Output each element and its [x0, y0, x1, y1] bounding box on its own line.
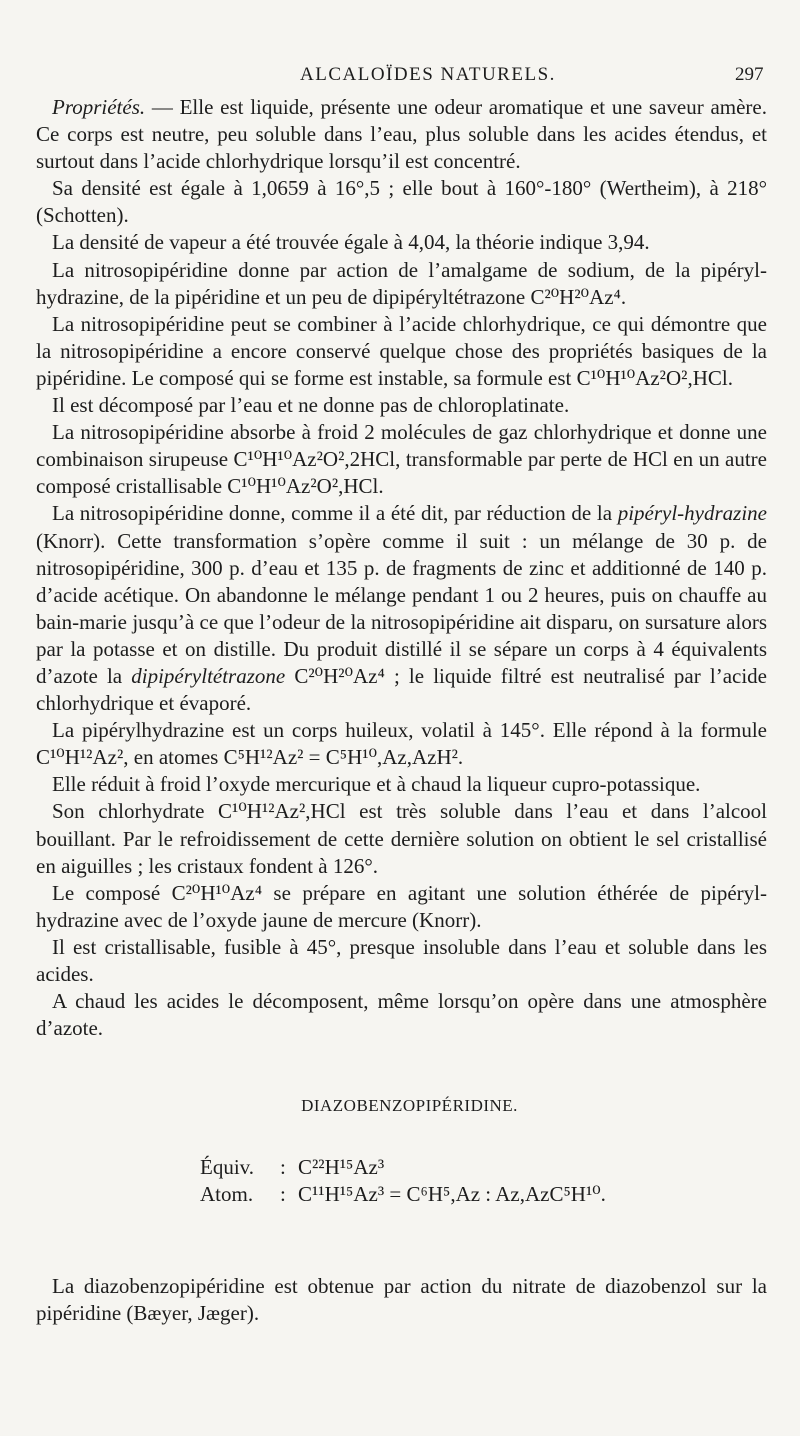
paragraph: Le composé C²⁰H¹⁰Az⁴ se prépare en agitant une solution éthérée de pipéryl-hydrazine avec de l’oxyde jaune de mercure (Knorr).: [36, 880, 767, 932]
term-dipiperyltetrazone: dipipéryltétrazone: [131, 663, 286, 688]
paragraph: La nitrosopipéridine donne par action de l’amalgame de sodium, de la pipéryl-hydrazine, de la pipéridine et un peu de dipipéryltétrazone C²⁰H²⁰Az⁴.: [36, 257, 767, 309]
paragraph-text: — Elle est liquide, présente une odeur aromatique et une saveur amère. Ce corps est neutre, peu soluble dans l’eau, plus soluble dans les acides étendus, et surtout dans l’acide chlorhydrique lorsqu’il est concentré.: [36, 95, 767, 174]
paragraph: La nitrosopipéridine absorbe à froid 2 molécules de gaz chlorhydrique et donne une combinaison sirupeuse C¹⁰H¹⁰Az²O²,2HCl, transformable par perte de HCl en un autre composé cristallisable C¹⁰H¹⁰Az²O²,HCl.: [36, 420, 767, 499]
paragraph: Son chlorhydrate C¹⁰H¹²Az²,HCl est très soluble dans l’eau et dans l’alcool bouillant. Par le refroidissement de cette dernière solution on obtient le sel cristallisé en aiguilles ; les cristaux fondent à 126°.: [36, 799, 767, 878]
paragraph: La nitrosopipéridine peut se combiner à l’acide chlorhydrique, ce qui démontre que la nitrosopipéridine a encore conservé quelque chose des propriétés basiques de la pipéridine. Le composé qui se forme est instable, sa formule est C¹⁰H¹⁰Az²O²,HCl.: [36, 311, 767, 390]
paragraph: La pipérylhydrazine est un corps huileux, volatil à 145°. Elle répond à la formule C¹⁰H¹²Az², en atomes C⁵H¹²Az² = C⁵H¹⁰,Az,AzH².: [36, 718, 767, 770]
paragraph-text: (Knorr). Cette transformation s’opère comme il suit : un mélange de 30 p. de nitrosopipéridine, 300 p. d’eau et 135 p. de fragments de zinc et additionné de 140 p. d’acide acétique. On abandonne le mélange pendant 1 ou 2 heures, puis on chauffe au bain-marie jusqu’à ce que l’odeur de la nitrosopipéridine ait disparu, on sursature alors par la potasse et on distille. Du produit distillé il se sépare un corps à 4 équivalents d’azote la: [36, 528, 767, 688]
formula-label: Atom.: [200, 1182, 254, 1207]
formula-label: Équiv.: [200, 1155, 255, 1180]
paragraph-text: La nitrosopipéridine donne, comme il a été dit, par réduction de la: [52, 501, 618, 526]
main-text: [36, 94, 767, 1327]
paragraph: Il est décomposé par l’eau et ne donne pas de chloroplatinate.: [52, 393, 570, 418]
paragraph: La densité de vapeur a été trouvée égale à 4,04, la théorie indique 3,94.: [52, 230, 650, 255]
running-title: ALCALOÏDES NATURELS.: [300, 64, 556, 85]
paragraph: Sa densité est égale à 1,0659 à 16°,5 ; elle bout à 160°-180° (Wertheim), à 218° (Schotten).: [36, 176, 767, 228]
paragraph: Il est cristallisable, fusible à 45°, presque insoluble dans l’eau et soluble dans les acides.: [36, 934, 767, 986]
paragraph-preparation: [36, 500, 767, 717]
lead-heading: Propriétés.: [52, 95, 146, 119]
paragraph-text: C²⁰H²⁰Az⁴ ; le liquide filtré est neutralisé par l’acide chlorhydrique et évaporé.: [36, 663, 767, 716]
formula-separator: :: [280, 1182, 286, 1207]
term-piperylhydrazine: pipéryl-hydrazine: [617, 501, 767, 526]
formula-value: C¹¹H¹⁵Az³ = C⁶H⁵,Az : Az,AzC⁵H¹⁰.: [298, 1182, 606, 1207]
section-title: DIAZOBENZOPIPÉRIDINE.: [301, 1096, 518, 1116]
page-number: 297: [735, 64, 764, 85]
formula-block: [200, 1154, 767, 1208]
paragraph: A chaud les acides le décomposent, même lorsqu’on opère dans une atmosphère d’azote.: [36, 989, 767, 1041]
paragraph-diazobenzopiperidine: La diazobenzopipéridine est obtenue par action du nitrate de diazobenzol sur la pipéridine (Bæyer, Jæger).: [36, 1274, 767, 1326]
paragraph: Elle réduit à froid l’oxyde mercurique et à chaud la liqueur cupro-potassique.: [52, 772, 701, 797]
formula-value: C²²H¹⁵Az³: [298, 1155, 385, 1180]
formula-separator: :: [280, 1155, 286, 1180]
paragraph-properties: [36, 94, 767, 175]
